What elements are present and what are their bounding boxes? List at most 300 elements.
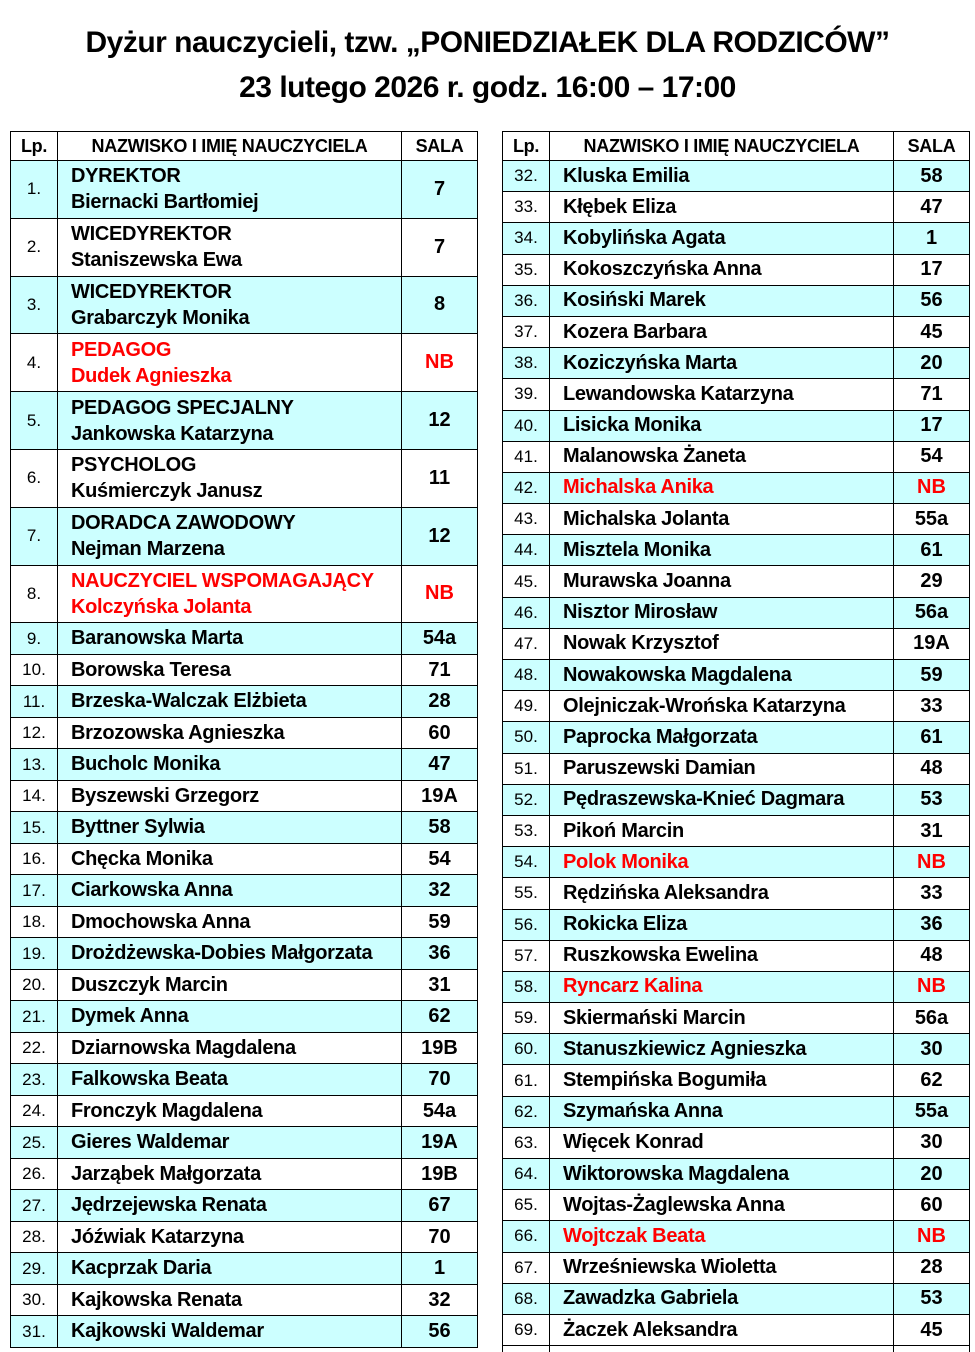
header-row <box>503 132 970 161</box>
teacher-name-cell <box>58 334 402 392</box>
room-cell: NB <box>402 334 478 392</box>
table-row <box>503 472 970 503</box>
room-cell: 11 <box>402 449 478 507</box>
teacher-name-cell: Kajkowski Waldemar <box>58 1316 402 1348</box>
row-number-cell: 2. <box>11 218 58 276</box>
teacher-name-cell: Kokoszczyńska Anna <box>550 254 894 285</box>
title-line-1: Dyżur nauczycieli, tzw. „PONIEDZIAŁEK DLA RODZICÓW” <box>85 26 890 59</box>
teacher-name-cell: Ryncarz Kalina <box>550 971 894 1002</box>
row-number-cell: 4. <box>11 334 58 392</box>
row-number-cell: 35. <box>503 254 550 285</box>
room-cell: 30 <box>894 1127 970 1158</box>
table-row <box>11 218 478 276</box>
table-row <box>503 535 970 566</box>
table-row <box>503 1003 970 1034</box>
row-number-cell: 65. <box>503 1190 550 1221</box>
table-row <box>503 1127 970 1158</box>
room-cell: 17 <box>894 254 970 285</box>
row-number-cell: 50. <box>503 722 550 753</box>
row-number-cell: 5. <box>11 392 58 450</box>
room-cell: 47 <box>894 192 970 223</box>
room-cell: 17 <box>894 410 970 441</box>
row-number-cell: 19. <box>11 938 58 970</box>
table-row <box>503 441 970 472</box>
teacher-name-cell: Kosiński Marek <box>550 285 894 316</box>
col-header-room: SALA <box>402 132 478 161</box>
row-number-cell: 7. <box>11 507 58 565</box>
table-row <box>503 753 970 784</box>
room-cell: 54 <box>894 441 970 472</box>
header-row <box>11 132 478 161</box>
table-row <box>503 1065 970 1096</box>
table-row <box>503 161 970 192</box>
teacher-name-cell: Szymańska Anna <box>550 1096 894 1127</box>
table-row <box>11 1095 478 1127</box>
table-row <box>11 1221 478 1253</box>
room-cell: 31 <box>894 815 970 846</box>
row-number-cell: 15. <box>11 812 58 844</box>
row-number-cell: 29. <box>11 1253 58 1285</box>
teacher-name-cell: Michalska Jolanta <box>550 504 894 535</box>
teacher-name-cell <box>58 276 402 334</box>
table-row <box>11 654 478 686</box>
room-cell: NB <box>894 971 970 1002</box>
room-cell: NB <box>402 565 478 623</box>
table-row <box>11 1316 478 1348</box>
row-number-cell: 56. <box>503 909 550 940</box>
row-number-cell: 47. <box>503 628 550 659</box>
room-cell: 71 <box>894 379 970 410</box>
teacher-name-cell: Wojtas-Żaglewska Anna <box>550 1190 894 1221</box>
room-cell: 36 <box>402 938 478 970</box>
teacher-name-cell: Malanowska Żaneta <box>550 441 894 472</box>
row-number-cell: 24. <box>11 1095 58 1127</box>
table-row <box>503 1283 970 1314</box>
room-cell: 19A <box>894 628 970 659</box>
table-row <box>503 940 970 971</box>
table-row <box>11 1001 478 1033</box>
room-cell: 67 <box>402 1190 478 1222</box>
teacher-name-cell: Stempińska Bogumiła <box>550 1065 894 1096</box>
row-number-cell: 1. <box>11 161 58 219</box>
teacher-role: DYREKTOR <box>71 165 181 188</box>
teacher-name-cell: Koziczyńska Marta <box>550 348 894 379</box>
table-row <box>11 334 478 392</box>
row-number-cell: 34. <box>503 223 550 254</box>
teacher-table-right <box>502 131 970 1352</box>
teacher-name-cell: Wojtczak Beata <box>550 1221 894 1252</box>
row-number-cell: 10. <box>11 654 58 686</box>
row-number-cell: 30. <box>11 1284 58 1316</box>
row-number-cell: 49. <box>503 691 550 722</box>
teacher-name-cell: Jarząbek Małgorzata <box>58 1158 402 1190</box>
col-header-name: NAZWISKO I IMIĘ NAUCZYCIELA <box>58 132 402 161</box>
table-row <box>11 875 478 907</box>
table-row <box>11 843 478 875</box>
row-number-cell: 18. <box>11 906 58 938</box>
room-cell: 7 <box>402 161 478 219</box>
teacher-name-cell <box>58 218 402 276</box>
row-number-cell: 54. <box>503 847 550 878</box>
empty-cell <box>503 1346 550 1352</box>
room-cell: 59 <box>402 906 478 938</box>
teacher-name-cell: Więcek Konrad <box>550 1127 894 1158</box>
table-row <box>503 1034 970 1065</box>
room-cell: NB <box>894 1221 970 1252</box>
table-row <box>503 784 970 815</box>
room-cell: 1 <box>894 223 970 254</box>
room-cell: 70 <box>402 1064 478 1096</box>
teacher-name-cell: Kacprzak Daria <box>58 1253 402 1285</box>
title-line-2: 23 lutego 2026 r. godz. 16:00 – 17:00 <box>239 71 736 104</box>
room-cell: 33 <box>894 691 970 722</box>
teacher-name-cell: Chęcka Monika <box>58 843 402 875</box>
table-row <box>503 410 970 441</box>
room-cell: 56 <box>402 1316 478 1348</box>
table-row <box>503 504 970 535</box>
room-cell: 59 <box>894 660 970 691</box>
row-number-cell: 64. <box>503 1159 550 1190</box>
row-number-cell: 48. <box>503 660 550 691</box>
table-row <box>11 717 478 749</box>
row-number-cell: 51. <box>503 753 550 784</box>
teacher-name: Grabarczyk Monika <box>71 306 250 329</box>
table-row <box>503 1221 970 1252</box>
col-header-room: SALA <box>894 132 970 161</box>
room-cell: 32 <box>402 1284 478 1316</box>
room-cell: 62 <box>894 1065 970 1096</box>
teacher-name-cell <box>58 449 402 507</box>
room-cell: NB <box>894 847 970 878</box>
room-cell: 70 <box>402 1221 478 1253</box>
teacher-name-cell: Nowak Krzysztof <box>550 628 894 659</box>
teacher-name-cell: Zawadzka Gabriela <box>550 1283 894 1314</box>
table-row <box>503 348 970 379</box>
teacher-name-cell <box>58 161 402 219</box>
table-row <box>11 507 478 565</box>
teacher-name: Jankowska Katarzyna <box>71 422 274 445</box>
row-number-cell: 46. <box>503 597 550 628</box>
table-row <box>11 1190 478 1222</box>
empty-cell <box>550 1346 894 1352</box>
room-cell: 28 <box>894 1252 970 1283</box>
room-cell: 54 <box>402 843 478 875</box>
teacher-name-cell: Polok Monika <box>550 847 894 878</box>
row-number-cell: 61. <box>503 1065 550 1096</box>
teacher-name-cell: Olejniczak-Wrońska Katarzyna <box>550 691 894 722</box>
row-number-cell: 33. <box>503 192 550 223</box>
teacher-name-cell: Wrześniewska Wioletta <box>550 1252 894 1283</box>
room-cell: 55a <box>894 504 970 535</box>
teacher-name-cell: Dziarnowska Magdalena <box>58 1032 402 1064</box>
row-number-cell: 68. <box>503 1283 550 1314</box>
room-cell: 28 <box>402 686 478 718</box>
table-row <box>11 623 478 655</box>
table-row <box>11 686 478 718</box>
teacher-name-cell: Skiermański Marcin <box>550 1003 894 1034</box>
teacher-name-cell <box>58 392 402 450</box>
teacher-name-cell: Borowska Teresa <box>58 654 402 686</box>
room-cell: 56 <box>894 285 970 316</box>
room-cell: 48 <box>894 753 970 784</box>
row-number-cell: 6. <box>11 449 58 507</box>
table-row <box>503 660 970 691</box>
room-cell: 61 <box>894 535 970 566</box>
table-row <box>11 161 478 219</box>
teacher-name-cell: Ruszkowska Ewelina <box>550 940 894 971</box>
teacher-name: Kolczyńska Jolanta <box>71 595 252 618</box>
teacher-name-cell: Gieres Waldemar <box>58 1127 402 1159</box>
row-number-cell: 23. <box>11 1064 58 1096</box>
room-cell: 20 <box>894 1159 970 1190</box>
table-row <box>11 565 478 623</box>
row-number-cell: 38. <box>503 348 550 379</box>
row-number-cell: 44. <box>503 535 550 566</box>
table-row <box>503 1096 970 1127</box>
table-row <box>11 392 478 450</box>
room-cell: 53 <box>894 784 970 815</box>
table-row <box>11 276 478 334</box>
teacher-name-cell: Paprocka Małgorzata <box>550 722 894 753</box>
teacher-name-cell: Misztela Monika <box>550 535 894 566</box>
row-number-cell: 37. <box>503 316 550 347</box>
row-number-cell: 69. <box>503 1314 550 1345</box>
teacher-name-cell: Baranowska Marta <box>58 623 402 655</box>
room-cell: 60 <box>402 717 478 749</box>
row-number-cell: 53. <box>503 815 550 846</box>
table-row <box>503 566 970 597</box>
table-row <box>503 909 970 940</box>
row-number-cell: 3. <box>11 276 58 334</box>
teacher-name-cell: Murawska Joanna <box>550 566 894 597</box>
room-cell: 58 <box>894 161 970 192</box>
table-row <box>11 749 478 781</box>
row-number-cell: 42. <box>503 472 550 503</box>
room-cell: 36 <box>894 909 970 940</box>
table-row <box>11 1253 478 1285</box>
row-number-cell: 45. <box>503 566 550 597</box>
teacher-name: Biernacki Bartłomiej <box>71 191 259 214</box>
table-row <box>11 938 478 970</box>
teacher-name-cell: Fronczyk Magdalena <box>58 1095 402 1127</box>
room-cell: 47 <box>402 749 478 781</box>
row-number-cell: 40. <box>503 410 550 441</box>
teacher-name-cell: Lisicka Monika <box>550 410 894 441</box>
room-cell: 8 <box>402 276 478 334</box>
room-cell: 58 <box>402 812 478 844</box>
row-number-cell: 25. <box>11 1127 58 1159</box>
table-row <box>503 597 970 628</box>
teacher-name-cell: Jędrzejewska Renata <box>58 1190 402 1222</box>
table-row <box>503 285 970 316</box>
row-number-cell: 13. <box>11 749 58 781</box>
room-cell: 54a <box>402 1095 478 1127</box>
teacher-name-cell: Bucholc Monika <box>58 749 402 781</box>
room-cell: 62 <box>402 1001 478 1033</box>
row-number-cell: 31. <box>11 1316 58 1348</box>
teacher-name-cell: Pędraszewska-Knieć Dagmara <box>550 784 894 815</box>
teacher-name-cell <box>58 507 402 565</box>
teacher-name: Staniszewska Ewa <box>71 249 242 272</box>
teacher-role: PSYCHOLOG <box>71 454 197 477</box>
row-number-cell: 11. <box>11 686 58 718</box>
teacher-name: Nejman Marzena <box>71 538 225 561</box>
teacher-name-cell <box>58 565 402 623</box>
room-cell: 55a <box>894 1096 970 1127</box>
table-row <box>11 780 478 812</box>
row-number-cell: 39. <box>503 379 550 410</box>
row-number-cell: 8. <box>11 565 58 623</box>
teacher-name-cell: Kluska Emilia <box>550 161 894 192</box>
document-title <box>0 20 975 110</box>
teacher-name-cell: Kłębek Eliza <box>550 192 894 223</box>
teacher-name-cell: Pikoń Marcin <box>550 815 894 846</box>
empty-cell <box>894 1346 970 1352</box>
row-number-cell: 52. <box>503 784 550 815</box>
table-row <box>503 815 970 846</box>
room-cell: 12 <box>402 392 478 450</box>
room-cell: 71 <box>402 654 478 686</box>
room-cell: 54a <box>402 623 478 655</box>
teacher-name-cell: Wiktorowska Magdalena <box>550 1159 894 1190</box>
teacher-name-cell: Kajkowska Renata <box>58 1284 402 1316</box>
table-row <box>503 691 970 722</box>
room-cell: 56a <box>894 597 970 628</box>
room-cell: 61 <box>894 722 970 753</box>
room-cell: 19B <box>402 1032 478 1064</box>
row-number-cell: 28. <box>11 1221 58 1253</box>
row-number-cell: 63. <box>503 1127 550 1158</box>
teacher-role: PEDAGOG SPECJALNY <box>71 396 294 419</box>
row-number-cell: 12. <box>11 717 58 749</box>
teacher-name-cell: Drożdżewska-Dobies Małgorzata <box>58 938 402 970</box>
table-row <box>11 1284 478 1316</box>
table-row <box>503 254 970 285</box>
room-cell: 7 <box>402 218 478 276</box>
table-row <box>503 223 970 254</box>
row-number-cell: 9. <box>11 623 58 655</box>
table-row <box>503 192 970 223</box>
room-cell: 19A <box>402 1127 478 1159</box>
table-row <box>503 1190 970 1221</box>
teacher-name-cell: Dymek Anna <box>58 1001 402 1033</box>
table-row <box>503 971 970 1002</box>
row-number-cell: 58. <box>503 971 550 1002</box>
row-number-cell: 22. <box>11 1032 58 1064</box>
row-number-cell: 16. <box>11 843 58 875</box>
teacher-role: NAUCZYCIEL WSPOMAGAJĄCY <box>71 569 374 592</box>
teacher-table-left <box>10 131 478 1348</box>
teacher-name-cell: Byttner Sylwia <box>58 812 402 844</box>
row-number-cell: 59. <box>503 1003 550 1034</box>
room-cell: 29 <box>894 566 970 597</box>
teacher-name-cell: Byszewski Grzegorz <box>58 780 402 812</box>
table-row <box>503 316 970 347</box>
teacher-name-cell: Nisztor Mirosław <box>550 597 894 628</box>
table-row-partial <box>503 1346 970 1352</box>
teacher-name-cell: Stanuszkiewicz Agnieszka <box>550 1034 894 1065</box>
teacher-name-cell: Falkowska Beata <box>58 1064 402 1096</box>
table-row <box>11 1127 478 1159</box>
table-row <box>503 628 970 659</box>
table-row <box>11 1032 478 1064</box>
col-header-lp: Lp. <box>503 132 550 161</box>
table-row <box>11 1158 478 1190</box>
room-cell: 19A <box>402 780 478 812</box>
teacher-name-cell: Kozera Barbara <box>550 316 894 347</box>
teacher-name: Dudek Agnieszka <box>71 364 232 387</box>
row-number-cell: 57. <box>503 940 550 971</box>
table-row <box>11 906 478 938</box>
room-cell: 33 <box>894 878 970 909</box>
row-number-cell: 26. <box>11 1158 58 1190</box>
row-number-cell: 66. <box>503 1221 550 1252</box>
table-row <box>503 379 970 410</box>
table-row <box>503 878 970 909</box>
room-cell: 31 <box>402 969 478 1001</box>
row-number-cell: 55. <box>503 878 550 909</box>
teacher-name: Kuśmierczyk Janusz <box>71 480 263 503</box>
teacher-name-cell: Lewandowska Katarzyna <box>550 379 894 410</box>
row-number-cell: 41. <box>503 441 550 472</box>
room-cell: 20 <box>894 348 970 379</box>
teacher-name-cell: Rędzińska Aleksandra <box>550 878 894 909</box>
row-number-cell: 32. <box>503 161 550 192</box>
table-row <box>503 722 970 753</box>
table-row <box>503 1314 970 1345</box>
room-cell: 45 <box>894 316 970 347</box>
room-cell: 32 <box>402 875 478 907</box>
room-cell: 56a <box>894 1003 970 1034</box>
room-cell: 19B <box>402 1158 478 1190</box>
teacher-name-cell: Żaczek Aleksandra <box>550 1314 894 1345</box>
row-number-cell: 36. <box>503 285 550 316</box>
teacher-name-cell: Kobylińska Agata <box>550 223 894 254</box>
room-cell: 12 <box>402 507 478 565</box>
room-cell: 60 <box>894 1190 970 1221</box>
row-number-cell: 62. <box>503 1096 550 1127</box>
teacher-name-cell: Paruszewski Damian <box>550 753 894 784</box>
table-row <box>11 1064 478 1096</box>
teacher-name-cell: Rokicka Eliza <box>550 909 894 940</box>
col-header-name: NAZWISKO I IMIĘ NAUCZYCIELA <box>550 132 894 161</box>
table-row <box>503 1159 970 1190</box>
teacher-role: DORADCA ZAWODOWY <box>71 512 296 535</box>
room-cell: 30 <box>894 1034 970 1065</box>
teacher-name-cell: Brzozowska Agnieszka <box>58 717 402 749</box>
room-cell: 53 <box>894 1283 970 1314</box>
row-number-cell: 14. <box>11 780 58 812</box>
teacher-name-cell: Dmochowska Anna <box>58 906 402 938</box>
teacher-name-cell: Michalska Anika <box>550 472 894 503</box>
row-number-cell: 17. <box>11 875 58 907</box>
room-cell: 1 <box>402 1253 478 1285</box>
teacher-role: WICEDYREKTOR <box>71 223 232 246</box>
table-row <box>503 1252 970 1283</box>
table-row <box>11 449 478 507</box>
room-cell: 45 <box>894 1314 970 1345</box>
col-header-lp: Lp. <box>11 132 58 161</box>
teacher-role: PEDAGOG <box>71 338 172 361</box>
teacher-name-cell: Ciarkowska Anna <box>58 875 402 907</box>
teacher-role: WICEDYREKTOR <box>71 280 232 303</box>
room-cell: 48 <box>894 940 970 971</box>
room-cell: NB <box>894 472 970 503</box>
row-number-cell: 27. <box>11 1190 58 1222</box>
teacher-name-cell: Duszczyk Marcin <box>58 969 402 1001</box>
table-row <box>503 847 970 878</box>
row-number-cell: 60. <box>503 1034 550 1065</box>
